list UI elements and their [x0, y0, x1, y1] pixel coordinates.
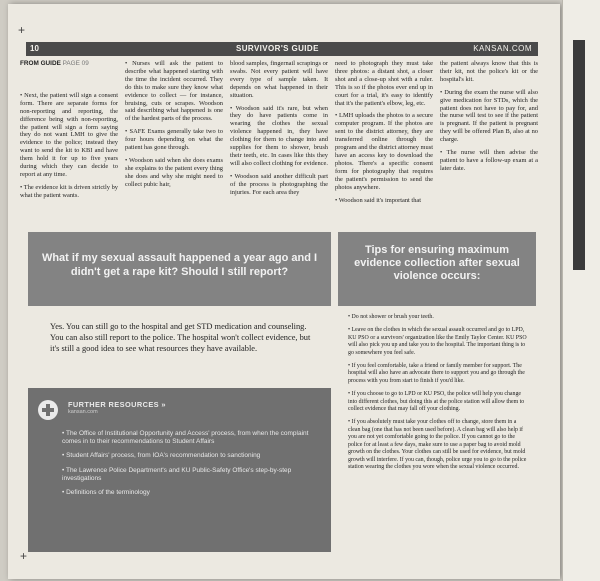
resources-list	[62, 430, 324, 503]
list-item: • Student Affairs' process, from IOA's recommendation to sanctioning	[62, 452, 324, 460]
paragraph: • Woodson said it's rare, but when they do have patients come in wearing the clothes the sexual violence happened in, they have clothing for them to change into and supplies for them to shower, brush their teeth, etc. In cases like this they will also collect clothing for evidence.	[230, 104, 328, 167]
tips-heading: Tips for ensuring maximum evidence collection after sexual violence occurs:	[354, 244, 520, 282]
question-box	[28, 232, 331, 306]
tips-box	[338, 232, 536, 306]
article-column-1	[20, 60, 118, 205]
section-title: SURVIVOR'S GUIDE	[236, 44, 319, 53]
list-item: • If you choose to go to LPD or KU PSO, the police will help you change into different clothes, but doing this at the police station will allow them to collect evidence that may fall off your clothing.	[348, 391, 525, 413]
paragraph: need to photograph they must take three photos: a distant shot, a closer shot and a close-up shot with a ruler. This is so if the photos ever end up in court for a trial, it's easy to identify that it's the patient's elbow, leg, etc.	[335, 60, 433, 107]
paragraph: • Next, the patient will sign a consent form. There are separate forms for non-reporting and reporting, the difference being with non-reporting, the patient will sign a form saying they do not want LMH to give the evidence to the police; instead they want to send the kit to KBI and have them hold it for up to five years during which they can decide to report at any time.	[20, 91, 118, 178]
tips-list	[348, 314, 528, 477]
crop-mark-bottom: +	[20, 549, 28, 563]
article-column-2	[125, 60, 223, 194]
further-resources-url: kansan.com	[68, 409, 98, 415]
article-column-4	[335, 60, 433, 209]
plus-circle-icon	[38, 400, 58, 420]
list-item: • Leave on the clothes in which the sexual assault occurred and go to LPD, KU PSO or a survivors' organization like the Emily Taylor Center. KU PSO will also pick you up and take you to the hospital. The important thing is to go somewhere you feel safe.	[348, 327, 527, 356]
article-column-5	[440, 60, 538, 178]
list-item: • The Lawrence Police Department's and KU Public-Safety Office's step-by-step investigations	[62, 467, 324, 483]
paragraph: • Nurses will ask the patient to describe what happened starting with the time the incident occurred. They do this to make sure they know what evidence to collect — for instance, bruising, cuts or scrapes. Woodson said describing what happened is one of the hardest parts of the process.	[125, 60, 223, 123]
paragraph: • The evidence kit is driven strictly by what the patient wants.	[20, 183, 118, 199]
list-item: • If you absolutely must take your clothes off to change, store them in a clean bag (one that has not been used before). A clean bag will also help if you are not yet comfortable going to the police. If you cannot go to the police for at least a few days, make sure to use a paper bag to avoid mold growth on the clothes. Your clothes can still be used for evidence, but mold growth will interfere. If you can, though, police urge you to go to the police station wearing the clothes you wore when the sexual violence occurred.	[348, 419, 527, 470]
page-header	[26, 42, 538, 56]
page-number: 10	[30, 44, 39, 53]
list-item: • If you feel comfortable, take a friend or family member for support. The hospital will also have an advocate there to support you and go through the process with you from start to finish if you'd like.	[348, 363, 525, 384]
list-item: • Definitions of the terminology	[62, 489, 324, 497]
newspaper-page	[8, 4, 560, 579]
question-answer: Yes. You can still go to the hospital and get STD medication and counseling. You can also still report to the police. The hospital won't collect evidence, but it's still a good idea to see what resources they have available.	[50, 322, 311, 353]
paragraph: • During the exam the nurse will also give medication for STDs, which the patient does not have to pay for, and the nurse will test to see if the patient is pregnant. If the patient is pregnant they will be offered Plan B, also at no charge.	[440, 88, 538, 144]
paragraph: • LMH uploads the photos to a secure computer program. If the photos are sent to the district attorney, they are transferred online through the program and the district attorney must have an access key to download the photos. There's a specific consent form for photography that requires the patient's permission to send the photos anywhere.	[335, 112, 433, 191]
paragraph: • Woodson said it's important that	[335, 196, 422, 204]
question-heading: What if my sexual assault happened a year ago and I didn't get a rape kit? Should I still report?	[41, 252, 318, 278]
article-column-3	[230, 60, 328, 202]
paragraph: the patient always know that this is their kit, not the police's kit or the hospital's kit.	[440, 60, 538, 83]
paragraph: • The nurse will then advise the patient to have a follow-up exam at a later date.	[440, 149, 538, 172]
paragraph: • Woodson said when she does exams she explains to the patient every thing she does and why she might need to collect pubic hair,	[125, 156, 223, 188]
further-resources-title: FURTHER RESOURCES »	[68, 400, 166, 409]
adjacent-page-bar	[573, 40, 585, 270]
further-resources-box	[28, 388, 331, 552]
paragraph: • Woodson said another difficult part of the process is photographing the injuries. For each area they	[230, 172, 328, 196]
continued-from: FROM GUIDE PAGE 09	[20, 60, 89, 67]
adjacent-page-edge	[562, 0, 600, 581]
list-item: • Do not shower or brush your teeth.	[348, 314, 434, 320]
list-item: • The Office of Institutional Opportunity and Access' process, from when the complaint comes in to their recommendations to Student Affairs	[62, 430, 324, 446]
site-name: KANSAN.COM	[473, 44, 532, 53]
crop-mark-top: +	[18, 23, 26, 37]
paragraph: • SAFE Exams generally take two to four hours depending on what the patient has gone through.	[125, 128, 223, 152]
paragraph: blood samples, fingernail scrapings or swabs. Not every patient will have every type of sample taken. It depends on what happened in their situation.	[230, 60, 328, 99]
